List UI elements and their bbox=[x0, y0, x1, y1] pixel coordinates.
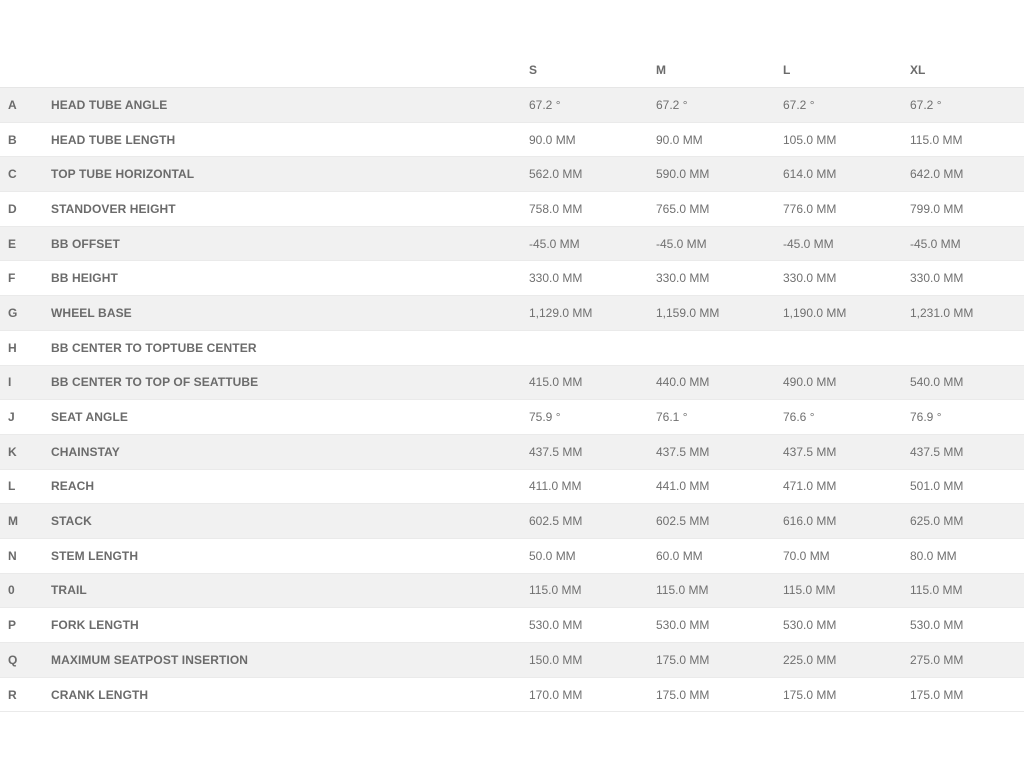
size-header-xl: XL bbox=[910, 62, 926, 77]
measurement-letter: P bbox=[8, 618, 17, 633]
value-size-xl: 437.5 MM bbox=[910, 444, 964, 459]
value-size-m: 175.0 MM bbox=[656, 687, 710, 702]
value-size-m: 67.2 ° bbox=[656, 97, 688, 112]
table-row bbox=[0, 366, 1024, 401]
value-size-s: 437.5 MM bbox=[529, 444, 583, 459]
table-row bbox=[0, 608, 1024, 643]
value-size-s: 150.0 MM bbox=[529, 652, 583, 667]
table-row bbox=[0, 227, 1024, 262]
measurement-name: CHAINSTAY bbox=[51, 444, 120, 459]
value-size-s: 90.0 MM bbox=[529, 132, 576, 147]
value-size-xl: 501.0 MM bbox=[910, 479, 964, 494]
value-size-l: 1,190.0 MM bbox=[783, 305, 847, 320]
value-size-m: 590.0 MM bbox=[656, 167, 710, 182]
measurement-letter: I bbox=[8, 375, 12, 390]
value-size-xl: 1,231.0 MM bbox=[910, 305, 974, 320]
value-size-s: 75.9 ° bbox=[529, 410, 561, 425]
value-size-m: 115.0 MM bbox=[656, 583, 709, 598]
value-size-xl: 540.0 MM bbox=[910, 375, 964, 390]
measurement-letter: N bbox=[8, 548, 17, 563]
table-row bbox=[0, 157, 1024, 192]
value-size-l: 175.0 MM bbox=[783, 687, 837, 702]
value-size-l: 70.0 MM bbox=[783, 548, 830, 563]
measurement-name: TOP TUBE HORIZONTAL bbox=[51, 167, 195, 182]
value-size-s: 50.0 MM bbox=[529, 548, 576, 563]
value-size-xl: 330.0 MM bbox=[910, 271, 964, 286]
measurement-name: REACH bbox=[51, 479, 95, 494]
measurement-letter: F bbox=[8, 271, 16, 286]
value-size-xl bbox=[910, 331, 1020, 365]
value-size-m: 441.0 MM bbox=[656, 479, 710, 494]
value-size-m: 90.0 MM bbox=[656, 132, 703, 147]
value-size-l: 225.0 MM bbox=[783, 652, 837, 667]
measurement-letter: M bbox=[8, 514, 18, 529]
value-size-xl: 76.9 ° bbox=[910, 410, 942, 425]
value-size-m: -45.0 MM bbox=[656, 236, 707, 251]
table-row bbox=[0, 123, 1024, 158]
value-size-m bbox=[656, 331, 776, 365]
value-size-l bbox=[783, 331, 903, 365]
measurement-name: BB OFFSET bbox=[51, 236, 120, 251]
value-size-m: 437.5 MM bbox=[656, 444, 710, 459]
value-size-s: 415.0 MM bbox=[529, 375, 583, 390]
value-size-l: 437.5 MM bbox=[783, 444, 837, 459]
measurement-name: HEAD TUBE ANGLE bbox=[51, 97, 168, 112]
value-size-m: 175.0 MM bbox=[656, 652, 710, 667]
value-size-l: 614.0 MM bbox=[783, 167, 837, 182]
value-size-m: 602.5 MM bbox=[656, 514, 710, 529]
size-header-l: L bbox=[783, 62, 791, 77]
measurement-name: STEM LENGTH bbox=[51, 548, 139, 563]
value-size-xl: 115.0 MM bbox=[910, 132, 963, 147]
measurement-letter: L bbox=[8, 479, 16, 494]
value-size-xl: 80.0 MM bbox=[910, 548, 957, 563]
value-size-s: 602.5 MM bbox=[529, 514, 583, 529]
measurement-letter: K bbox=[8, 444, 17, 459]
table-row bbox=[0, 400, 1024, 435]
value-size-m: 765.0 MM bbox=[656, 201, 710, 216]
value-size-m: 330.0 MM bbox=[656, 271, 710, 286]
measurement-letter: J bbox=[8, 410, 15, 425]
value-size-l: 76.6 ° bbox=[783, 410, 815, 425]
value-size-l: 776.0 MM bbox=[783, 201, 837, 216]
value-size-s: 170.0 MM bbox=[529, 687, 583, 702]
table-row bbox=[0, 643, 1024, 678]
value-size-m: 60.0 MM bbox=[656, 548, 703, 563]
value-size-l: 616.0 MM bbox=[783, 514, 837, 529]
size-header-m: M bbox=[656, 62, 666, 77]
value-size-xl: 799.0 MM bbox=[910, 201, 964, 216]
table-row bbox=[0, 574, 1024, 609]
value-size-s: 530.0 MM bbox=[529, 618, 583, 633]
value-size-l: 105.0 MM bbox=[783, 132, 837, 147]
value-size-m: 530.0 MM bbox=[656, 618, 710, 633]
value-size-xl: 275.0 MM bbox=[910, 652, 964, 667]
table-row bbox=[0, 261, 1024, 296]
measurement-letter: 0 bbox=[8, 583, 15, 598]
value-size-l: 530.0 MM bbox=[783, 618, 837, 633]
value-size-s: 758.0 MM bbox=[529, 201, 583, 216]
table-row bbox=[0, 539, 1024, 574]
value-size-xl: 67.2 ° bbox=[910, 97, 942, 112]
measurement-name: BB HEIGHT bbox=[51, 271, 118, 286]
measurement-name: WHEEL BASE bbox=[51, 305, 132, 320]
measurement-name: MAXIMUM SEATPOST INSERTION bbox=[51, 652, 249, 667]
table-row bbox=[0, 435, 1024, 470]
size-header-s: S bbox=[529, 62, 538, 77]
table-body bbox=[0, 88, 1024, 712]
measurement-letter: C bbox=[8, 167, 17, 182]
measurement-name: BB CENTER TO TOPTUBE CENTER bbox=[51, 340, 257, 355]
table-row bbox=[0, 678, 1024, 713]
measurement-name: STANDOVER HEIGHT bbox=[51, 201, 176, 216]
table-row bbox=[0, 331, 1024, 366]
measurement-letter: R bbox=[8, 687, 17, 702]
measurement-name: HEAD TUBE LENGTH bbox=[51, 132, 176, 147]
value-size-s: 67.2 ° bbox=[529, 97, 561, 112]
value-size-l: -45.0 MM bbox=[783, 236, 834, 251]
value-size-m: 76.1 ° bbox=[656, 410, 688, 425]
measurement-name: BB CENTER TO TOP OF SEATTUBE bbox=[51, 375, 259, 390]
table-row bbox=[0, 504, 1024, 539]
value-size-s: 115.0 MM bbox=[529, 583, 582, 598]
measurement-letter: B bbox=[8, 132, 17, 147]
value-size-xl: 175.0 MM bbox=[910, 687, 964, 702]
value-size-xl: 642.0 MM bbox=[910, 167, 964, 182]
measurement-letter: Q bbox=[8, 652, 18, 667]
measurement-name: SEAT ANGLE bbox=[51, 410, 129, 425]
measurement-letter: H bbox=[8, 340, 17, 355]
value-size-s bbox=[529, 331, 649, 365]
measurement-letter: E bbox=[8, 236, 17, 251]
value-size-l: 115.0 MM bbox=[783, 583, 836, 598]
measurement-letter: G bbox=[8, 305, 18, 320]
value-size-s: -45.0 MM bbox=[529, 236, 580, 251]
value-size-s: 1,129.0 MM bbox=[529, 305, 593, 320]
measurement-name: TRAIL bbox=[51, 583, 87, 598]
value-size-s: 330.0 MM bbox=[529, 271, 583, 286]
measurement-name: STACK bbox=[51, 514, 92, 529]
table-header bbox=[0, 52, 1024, 88]
value-size-m: 440.0 MM bbox=[656, 375, 710, 390]
value-size-xl: 625.0 MM bbox=[910, 514, 964, 529]
value-size-xl: 530.0 MM bbox=[910, 618, 964, 633]
measurement-name: FORK LENGTH bbox=[51, 618, 139, 633]
table-row bbox=[0, 296, 1024, 331]
table-row bbox=[0, 192, 1024, 227]
measurement-letter: D bbox=[8, 201, 17, 216]
table-row bbox=[0, 470, 1024, 505]
value-size-l: 471.0 MM bbox=[783, 479, 837, 494]
value-size-l: 330.0 MM bbox=[783, 271, 837, 286]
value-size-xl: -45.0 MM bbox=[910, 236, 961, 251]
measurement-name: CRANK LENGTH bbox=[51, 687, 149, 702]
geometry-table bbox=[0, 52, 1024, 712]
value-size-l: 67.2 ° bbox=[783, 97, 815, 112]
value-size-m: 1,159.0 MM bbox=[656, 305, 720, 320]
value-size-s: 411.0 MM bbox=[529, 479, 582, 494]
value-size-l: 490.0 MM bbox=[783, 375, 837, 390]
value-size-s: 562.0 MM bbox=[529, 167, 583, 182]
value-size-xl: 115.0 MM bbox=[910, 583, 963, 598]
table-row bbox=[0, 88, 1024, 123]
measurement-letter: A bbox=[8, 97, 17, 112]
